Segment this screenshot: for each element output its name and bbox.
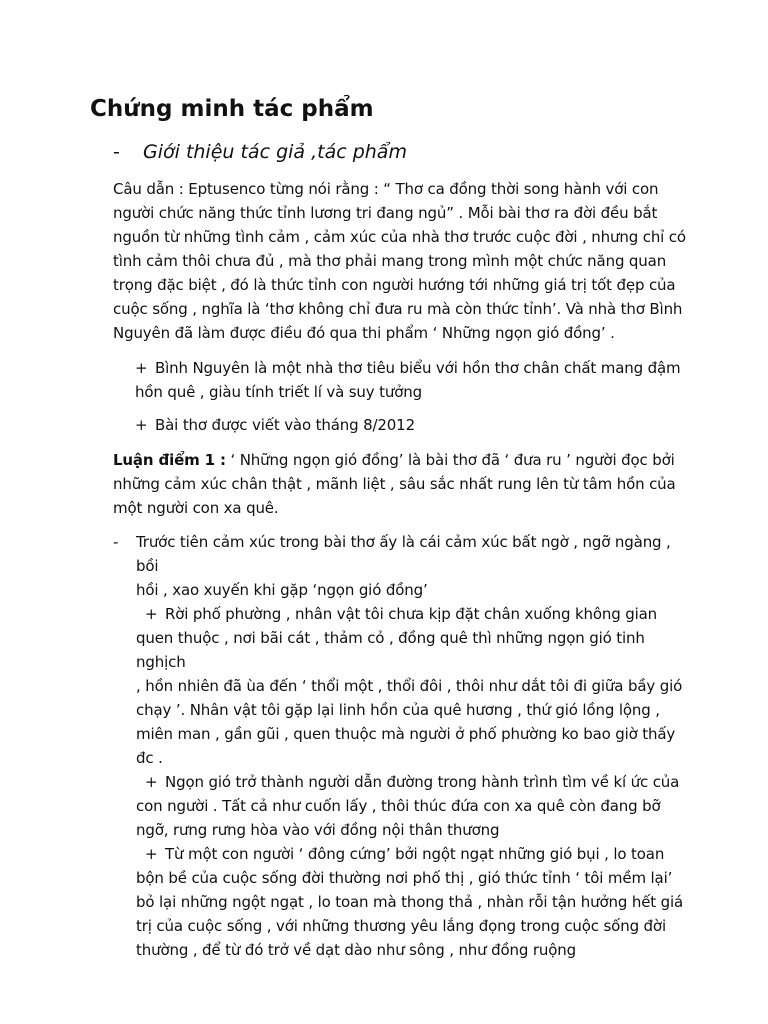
text-line: chạy ’. Nhân vật tôi gặp lại linh hồn của quê hương , thứ gió lồng lộng , bbox=[136, 701, 660, 719]
plus-marker: + bbox=[145, 845, 158, 863]
text-line: cuộc sống , nghĩa là ‘thơ không chỉ đưa ru mà còn thức tỉnh’. Và nhà thơ Bình bbox=[113, 300, 683, 318]
heading-text: Giới thiệu tác giả ,tác phẩm bbox=[143, 141, 407, 163]
text-line: trị của cuộc sống , với những thương yêu lắng đọng trong cuộc sống đời bbox=[136, 917, 666, 935]
sub-point-text: Ngọn gió trở thành người dẫn đường trong hành trình tìm về kí ức của bbox=[165, 773, 680, 791]
text-line: , hồn nhiên đã ùa đến ‘ thổi một , thổi đôi , thôi như dắt tôi đi giữa bầy gió bbox=[136, 677, 683, 695]
text-line: trọng đặc biệt , đó là thức tỉnh con người hướng tới những giá trị tốt đẹp của bbox=[113, 276, 676, 294]
point-text: Bài thơ được viết vào tháng 8/2012 bbox=[155, 416, 415, 434]
text-line: hồi , xao xuyến khi gặp ‘ngọn gió đồng’ bbox=[136, 581, 428, 599]
text-line bbox=[113, 413, 693, 437]
thesis-label: Luận điểm 1 : bbox=[113, 451, 226, 469]
sub-point bbox=[136, 842, 693, 962]
text-line: đc . bbox=[136, 749, 163, 767]
text-line bbox=[113, 356, 693, 380]
plus-marker: + bbox=[145, 605, 158, 623]
text-line: bỏ lại những ngột ngạt , lo toan mà thong thả , nhàn rỗi tận hưởng hết giá bbox=[136, 893, 684, 911]
plus-marker: + bbox=[135, 416, 148, 434]
dash-item bbox=[113, 530, 693, 962]
text-line bbox=[136, 770, 693, 794]
heading-dash: - bbox=[113, 141, 120, 163]
text-line: bộn bề của cuộc sống đời thường nơi phố thị , gió thức tỉnh ‘ tôi mềm lại’ bbox=[136, 869, 673, 887]
date-point bbox=[113, 413, 693, 437]
text-line: quen thuộc , nơi bãi cát , thảm cỏ , đồng quê thì những ngọn gió tinh nghịch bbox=[136, 629, 645, 671]
text-line: thường , để từ đó trở về dạt dào như sông , như đồng ruộng bbox=[136, 941, 577, 959]
text-line: hồn quê , giàu tính triết lí và suy tưởng bbox=[135, 383, 422, 401]
text-line: Câu dẫn : Eptusenco từng nói rằng : “ Thơ ca đồng thời song hành với con bbox=[113, 180, 659, 198]
intro-paragraph bbox=[113, 177, 693, 345]
sub-point-text: Rời phố phường , nhân vật tôi chưa kịp đặt chân xuống không gian bbox=[165, 605, 658, 623]
text-line: Nguyên đã làm được điều đó qua thi phẩm ‘ Những ngọn gió đồng’ . bbox=[113, 324, 615, 342]
dash-marker: - bbox=[113, 533, 119, 551]
text-line: Trước tiên cảm xúc trong bài thơ ấy là cái cảm xúc bất ngờ , ngỡ ngàng , bồi bbox=[136, 533, 671, 575]
sub-point-text: Từ một con người ‘ đông cứng’ bởi ngột ngạt những gió bụi , lo toan bbox=[165, 845, 665, 863]
text-line: một người con xa quê. bbox=[113, 499, 279, 517]
point-text: Bình Nguyên là một nhà thơ tiêu biểu với hồn thơ chân chất mang đậm bbox=[155, 359, 681, 377]
thesis-paragraph bbox=[113, 448, 693, 520]
text-line: con người . Tất cả như cuốn lấy , thôi thúc đứa con xa quê còn đang bỡ bbox=[136, 797, 661, 815]
text-line bbox=[136, 842, 693, 866]
section-heading bbox=[113, 138, 407, 166]
author-point bbox=[113, 356, 693, 404]
text-line: nguồn từ những tình cảm , cảm xúc của nhà thơ trước cuộc đời , nhưng chỉ có bbox=[113, 228, 686, 246]
plus-marker: + bbox=[135, 359, 148, 377]
text-line: tình cảm thôi chưa đủ , mà thơ phải mang trong mình một chức năng quan bbox=[113, 252, 667, 270]
argument-section bbox=[113, 530, 693, 962]
sub-point bbox=[136, 602, 693, 770]
text-line bbox=[113, 448, 693, 472]
text-line bbox=[136, 602, 693, 626]
plus-marker: + bbox=[145, 773, 158, 791]
thesis-text: ‘ Những ngọn gió đồng’ là bài thơ đã ‘ đưa ru ’ người đọc bởi bbox=[225, 451, 675, 469]
text-line: ngỡ, rưng rưng hòa vào với đồng nội thân thương bbox=[136, 821, 500, 839]
document-title: Chứng minh tác phẩm bbox=[90, 96, 374, 122]
text-line: miên man , gần gũi , quen thuộc mà người ở phố phường ko bao giờ thấy bbox=[136, 725, 676, 743]
sub-point bbox=[136, 770, 693, 842]
text-line: người chức năng thức tỉnh lương tri đang ngủ” . Mỗi bài thơ ra đời đều bắt bbox=[113, 204, 658, 222]
text-line: những cảm xúc chân thật , mãnh liệt , sâu sắc nhất rung lên từ tâm hồn của bbox=[113, 475, 676, 493]
